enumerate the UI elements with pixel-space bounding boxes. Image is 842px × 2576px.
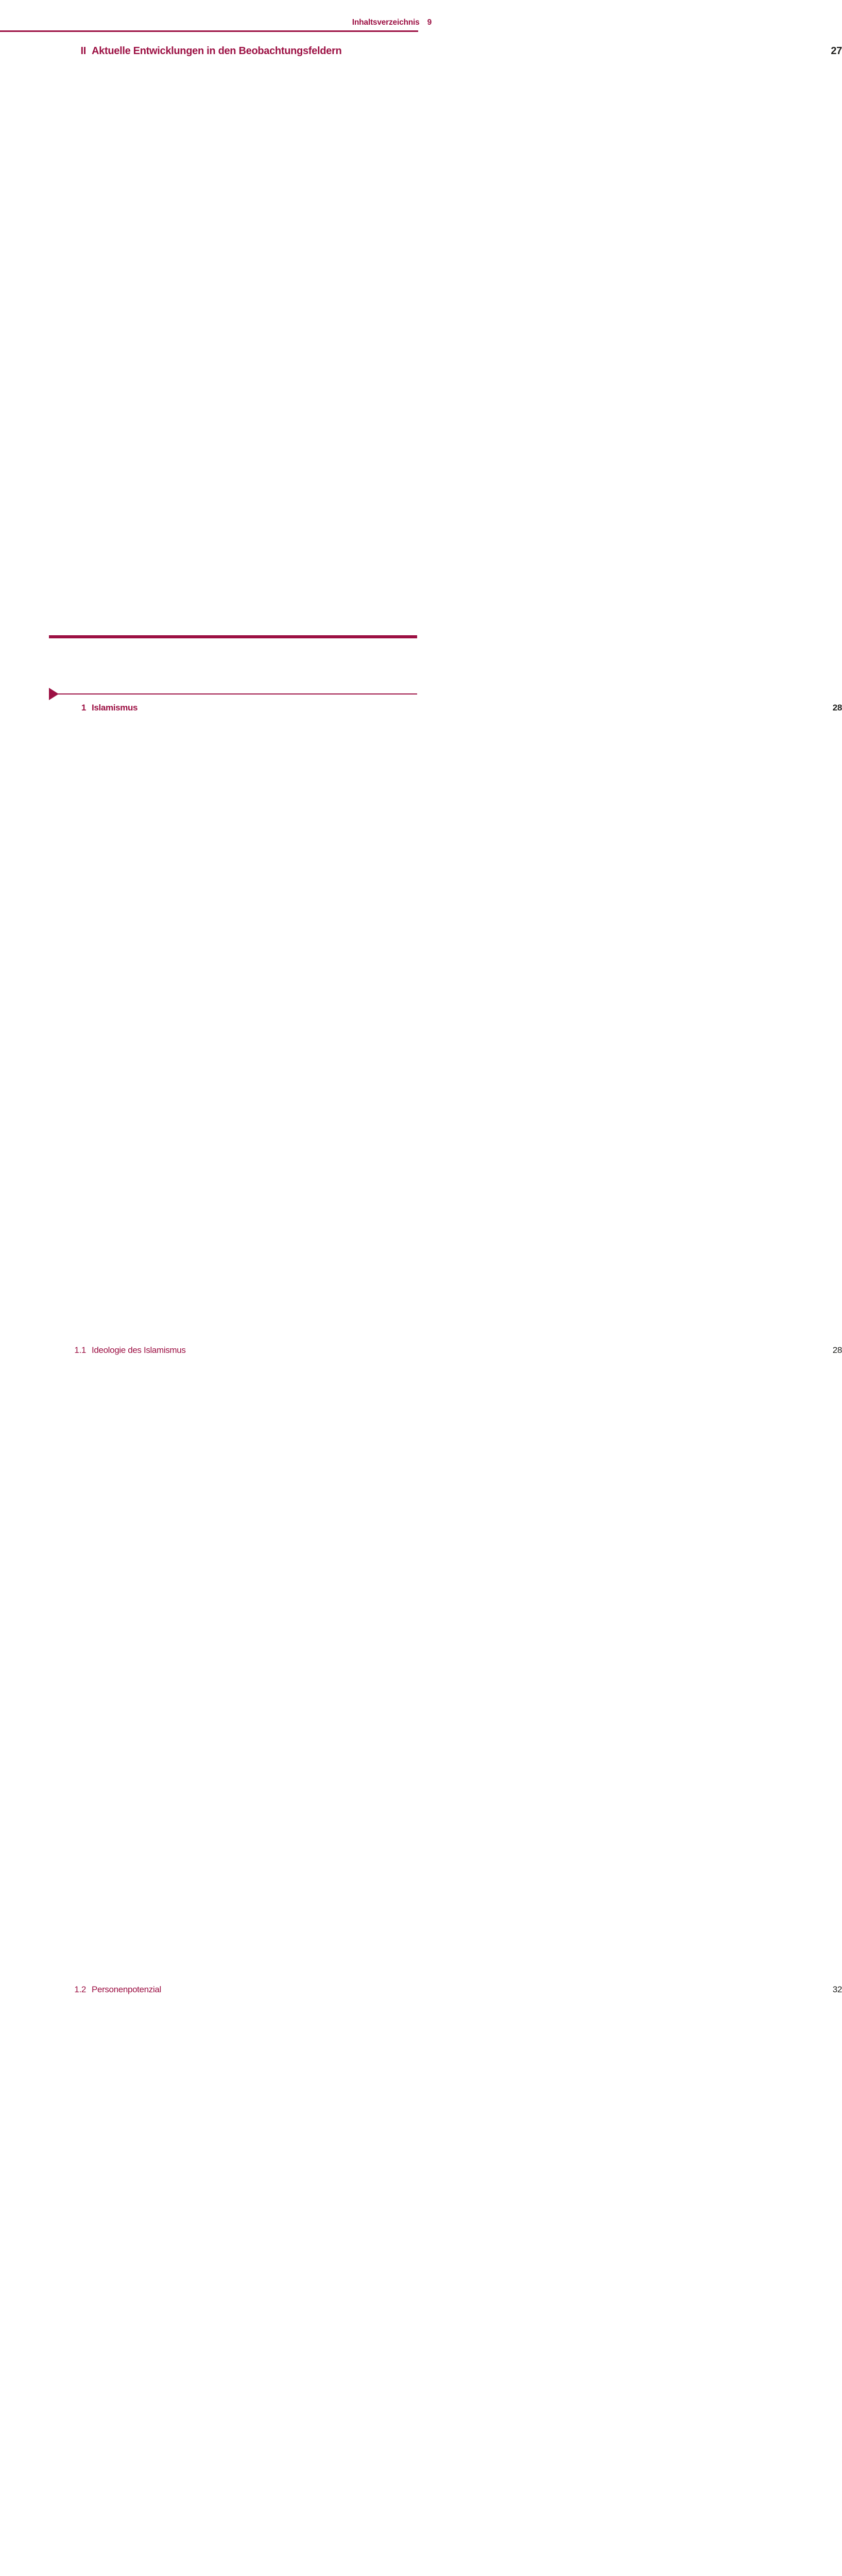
chapter-page: 27	[391, 43, 842, 683]
header-title: Inhaltsverzeichnis	[352, 18, 420, 27]
toc-list	[0, 688, 842, 2576]
toc-entry-title	[92, 700, 391, 1340]
section-divider	[0, 688, 417, 700]
chapter-number: II	[80, 45, 86, 57]
chapter-heading[interactable]	[0, 43, 842, 683]
page-header	[352, 18, 432, 27]
toc-entry[interactable]	[0, 700, 842, 1340]
toc-entry[interactable]	[0, 1982, 842, 2576]
toc-entry-title	[92, 1343, 391, 1982]
toc-entry-title	[92, 1982, 391, 2576]
toc-entry-line: Islamismus	[92, 703, 138, 713]
toc-entry-line: Personenpotenzial	[92, 1985, 161, 1994]
toc-entry[interactable]	[0, 1343, 842, 1982]
toc-entry-number: 1.1	[74, 1345, 86, 1355]
toc-entry-page: 32	[391, 1982, 842, 2576]
chapter-title: Aktuelle Entwicklungen in den Beobachtungsfeldern	[92, 45, 342, 57]
header-page-number: 9	[427, 18, 432, 27]
toc-entry-number: 1	[81, 703, 86, 713]
header-rule	[0, 30, 418, 32]
toc-entry-page: 28	[391, 700, 842, 1340]
toc-entry-line: Ideologie des Islamismus	[92, 1345, 186, 1355]
arrow-marker-icon	[49, 688, 59, 700]
toc-content	[0, 43, 842, 2576]
toc-entry-page: 28	[391, 1343, 842, 1982]
footer-bar	[49, 635, 417, 638]
toc-entry-number: 1.2	[74, 1985, 86, 1994]
